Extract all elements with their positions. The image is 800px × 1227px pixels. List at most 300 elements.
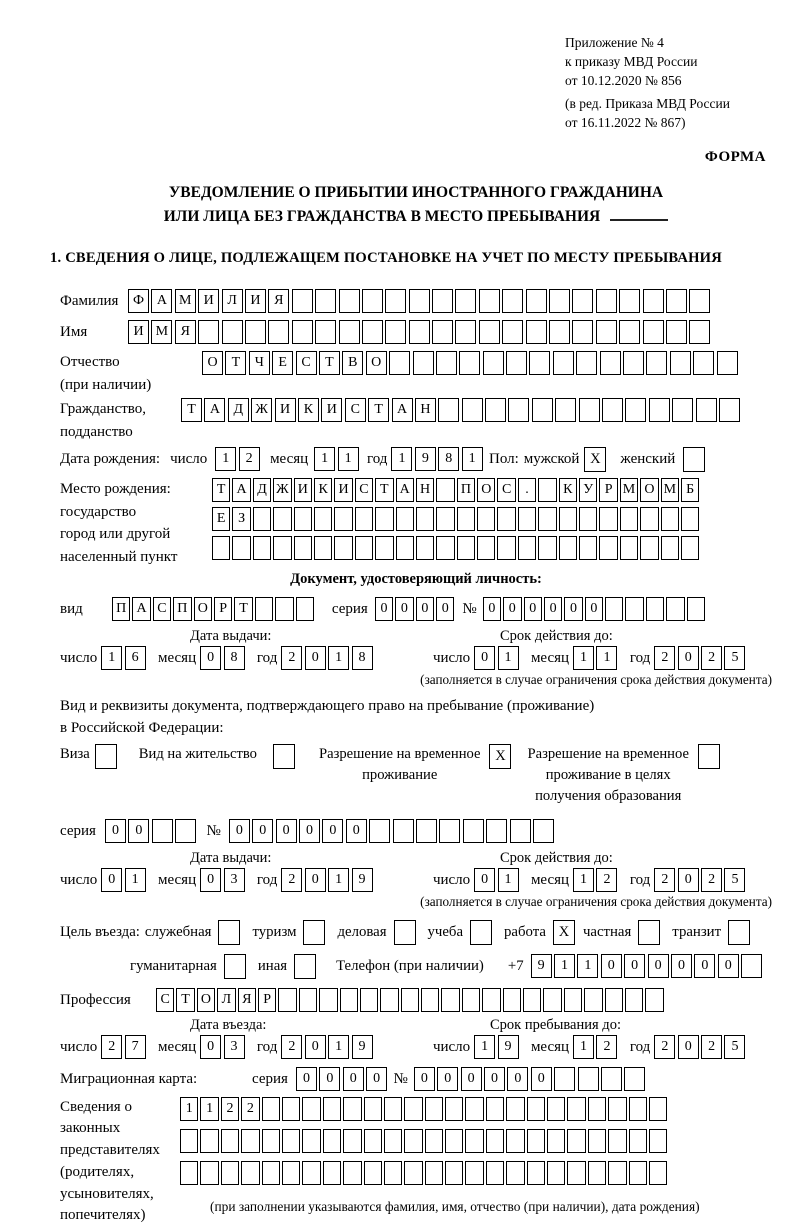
char-box[interactable] (567, 1161, 585, 1185)
char-box[interactable] (438, 398, 459, 422)
char-box[interactable] (302, 1129, 320, 1153)
char-box[interactable]: 5 (724, 1035, 745, 1059)
char-box[interactable]: К (298, 398, 319, 422)
char-box[interactable] (425, 1129, 443, 1153)
char-box[interactable]: К (559, 478, 577, 502)
char-box[interactable] (459, 351, 480, 375)
char-box[interactable] (506, 1097, 524, 1121)
char-box[interactable] (384, 1097, 402, 1121)
char-box[interactable] (567, 1097, 585, 1121)
char-box[interactable]: 2 (654, 646, 675, 670)
char-box[interactable]: П (112, 597, 130, 621)
char-box[interactable] (296, 597, 314, 621)
char-box[interactable] (649, 1161, 667, 1185)
char-box[interactable] (389, 351, 410, 375)
char-box[interactable] (302, 1161, 320, 1185)
char-box[interactable]: О (194, 597, 212, 621)
char-box[interactable]: С (345, 398, 366, 422)
char-box[interactable] (455, 289, 476, 313)
char-box[interactable]: О (477, 478, 495, 502)
char-box[interactable]: 1 (573, 1035, 594, 1059)
char-box[interactable] (362, 289, 383, 313)
char-box[interactable] (689, 320, 710, 344)
char-box[interactable] (578, 1067, 599, 1091)
char-box[interactable]: С (296, 351, 317, 375)
char-box[interactable] (432, 289, 453, 313)
char-box[interactable]: Ч (249, 351, 270, 375)
char-box[interactable]: 0 (544, 597, 562, 621)
char-box[interactable]: 1 (498, 646, 519, 670)
char-box[interactable]: 1 (328, 646, 349, 670)
char-box[interactable]: М (620, 478, 638, 502)
char-box[interactable] (572, 289, 593, 313)
char-box[interactable]: 7 (125, 1035, 146, 1059)
char-box[interactable]: Т (375, 478, 393, 502)
char-box[interactable]: Т (319, 351, 340, 375)
char-box[interactable] (623, 351, 644, 375)
purpose-official-checkbox[interactable] (218, 920, 240, 945)
char-box[interactable] (529, 351, 550, 375)
char-box[interactable]: И (321, 398, 342, 422)
char-box[interactable]: Ф (128, 289, 149, 313)
purpose-other-checkbox[interactable] (294, 954, 316, 979)
char-box[interactable]: 0 (503, 597, 521, 621)
char-box[interactable] (629, 1129, 647, 1153)
char-box[interactable]: 0 (346, 819, 367, 843)
char-box[interactable] (262, 1161, 280, 1185)
char-box[interactable] (486, 1161, 504, 1185)
char-box[interactable] (404, 1161, 422, 1185)
char-box[interactable] (339, 320, 360, 344)
char-box[interactable]: И (198, 289, 219, 313)
char-box[interactable] (526, 320, 547, 344)
char-box[interactable] (334, 536, 352, 560)
char-box[interactable] (687, 597, 705, 621)
char-box[interactable] (302, 1097, 320, 1121)
char-box[interactable]: А (151, 289, 172, 313)
char-box[interactable] (404, 1097, 422, 1121)
char-box[interactable]: А (396, 478, 414, 502)
char-box[interactable] (619, 289, 640, 313)
char-box[interactable]: 0 (585, 597, 603, 621)
sex-female-checkbox[interactable] (683, 447, 705, 472)
char-box[interactable]: 0 (343, 1067, 364, 1091)
char-box[interactable]: 1 (391, 447, 412, 471)
char-box[interactable] (282, 1161, 300, 1185)
char-box[interactable] (360, 988, 378, 1012)
char-box[interactable]: 0 (105, 819, 126, 843)
char-box[interactable] (518, 536, 536, 560)
char-box[interactable]: 0 (694, 954, 715, 978)
char-box[interactable]: 9 (498, 1035, 519, 1059)
char-box[interactable] (689, 289, 710, 313)
char-box[interactable] (666, 289, 687, 313)
visa-checkbox[interactable] (95, 744, 117, 769)
purpose-humanitarian-checkbox[interactable] (224, 954, 246, 979)
char-box[interactable]: 1 (101, 646, 122, 670)
char-box[interactable]: 0 (395, 597, 413, 621)
char-box[interactable] (567, 1129, 585, 1153)
char-box[interactable] (375, 507, 393, 531)
char-box[interactable] (294, 507, 312, 531)
char-box[interactable] (579, 507, 597, 531)
char-box[interactable] (222, 320, 243, 344)
char-box[interactable] (600, 351, 621, 375)
char-box[interactable]: Е (212, 507, 230, 531)
char-box[interactable]: К (314, 478, 332, 502)
char-box[interactable]: 9 (415, 447, 436, 471)
purpose-business-checkbox[interactable] (394, 920, 416, 945)
char-box[interactable]: 2 (701, 646, 722, 670)
char-box[interactable] (506, 1129, 524, 1153)
char-box[interactable] (620, 536, 638, 560)
char-box[interactable] (457, 536, 475, 560)
char-box[interactable]: И (334, 478, 352, 502)
char-box[interactable]: 1 (200, 1097, 218, 1121)
char-box[interactable]: 1 (180, 1097, 198, 1121)
char-box[interactable] (649, 1097, 667, 1121)
char-box[interactable]: 9 (352, 868, 373, 892)
char-box[interactable] (502, 320, 523, 344)
char-box[interactable]: 0 (416, 597, 434, 621)
char-box[interactable] (273, 507, 291, 531)
char-box[interactable] (629, 1161, 647, 1185)
char-box[interactable]: П (457, 478, 475, 502)
char-box[interactable] (343, 1161, 361, 1185)
char-box[interactable] (532, 398, 553, 422)
purpose-private-checkbox[interactable] (638, 920, 660, 945)
char-box[interactable] (292, 289, 313, 313)
char-box[interactable] (549, 289, 570, 313)
char-box[interactable] (421, 988, 439, 1012)
char-box[interactable] (547, 1161, 565, 1185)
char-box[interactable]: 0 (305, 646, 326, 670)
char-box[interactable] (502, 289, 523, 313)
char-box[interactable] (605, 597, 623, 621)
char-box[interactable]: 1 (596, 646, 617, 670)
temp-permit-checkbox[interactable]: X (489, 744, 511, 769)
char-box[interactable]: 2 (701, 1035, 722, 1059)
char-box[interactable]: 0 (200, 1035, 221, 1059)
char-box[interactable] (416, 536, 434, 560)
char-box[interactable]: В (342, 351, 363, 375)
char-box[interactable] (526, 289, 547, 313)
char-box[interactable]: 1 (125, 868, 146, 892)
char-box[interactable] (649, 398, 670, 422)
char-box[interactable]: 2 (654, 1035, 675, 1059)
char-box[interactable]: 1 (314, 447, 335, 471)
char-box[interactable] (445, 1129, 463, 1153)
char-box[interactable] (364, 1161, 382, 1185)
char-box[interactable] (396, 507, 414, 531)
char-box[interactable] (323, 1097, 341, 1121)
char-box[interactable]: 2 (596, 1035, 617, 1059)
char-box[interactable] (624, 1067, 645, 1091)
char-box[interactable]: Т (368, 398, 389, 422)
char-box[interactable] (416, 507, 434, 531)
char-box[interactable] (323, 1129, 341, 1153)
char-box[interactable]: 1 (474, 1035, 495, 1059)
char-box[interactable] (649, 1129, 667, 1153)
char-box[interactable] (681, 507, 699, 531)
char-box[interactable]: 2 (101, 1035, 122, 1059)
char-box[interactable] (462, 988, 480, 1012)
char-box[interactable] (486, 819, 507, 843)
char-box[interactable] (436, 536, 454, 560)
char-box[interactable] (436, 351, 457, 375)
char-box[interactable] (527, 1129, 545, 1153)
char-box[interactable] (384, 1161, 402, 1185)
char-box[interactable]: 0 (601, 954, 622, 978)
char-box[interactable] (323, 1161, 341, 1185)
char-box[interactable]: 0 (474, 868, 495, 892)
char-box[interactable] (625, 988, 643, 1012)
char-box[interactable]: О (202, 351, 223, 375)
char-box[interactable]: С (153, 597, 171, 621)
char-box[interactable] (221, 1161, 239, 1185)
char-box[interactable]: 0 (671, 954, 692, 978)
char-box[interactable] (681, 536, 699, 560)
char-box[interactable] (599, 507, 617, 531)
char-box[interactable] (409, 289, 430, 313)
char-box[interactable] (275, 597, 293, 621)
char-box[interactable]: Т (212, 478, 230, 502)
char-box[interactable] (273, 536, 291, 560)
char-box[interactable] (375, 536, 393, 560)
char-box[interactable] (315, 289, 336, 313)
char-box[interactable]: 1 (577, 954, 598, 978)
char-box[interactable] (401, 988, 419, 1012)
char-box[interactable] (455, 320, 476, 344)
char-box[interactable]: 2 (654, 868, 675, 892)
char-box[interactable] (409, 320, 430, 344)
char-box[interactable]: 5 (724, 646, 745, 670)
char-box[interactable] (436, 478, 454, 502)
char-box[interactable]: . (518, 478, 536, 502)
char-box[interactable] (315, 320, 336, 344)
char-box[interactable] (588, 1129, 606, 1153)
char-box[interactable]: 8 (224, 646, 245, 670)
char-box[interactable]: Т (181, 398, 202, 422)
char-box[interactable]: И (128, 320, 149, 344)
char-box[interactable] (486, 1097, 504, 1121)
char-box[interactable] (596, 289, 617, 313)
char-box[interactable] (547, 1129, 565, 1153)
char-box[interactable] (282, 1097, 300, 1121)
char-box[interactable]: 1 (328, 868, 349, 892)
char-box[interactable]: 1 (462, 447, 483, 471)
char-box[interactable] (262, 1097, 280, 1121)
char-box[interactable] (200, 1129, 218, 1153)
char-box[interactable]: 0 (296, 1067, 317, 1091)
char-box[interactable]: М (661, 478, 679, 502)
char-box[interactable]: 0 (624, 954, 645, 978)
char-box[interactable]: 0 (322, 819, 343, 843)
char-box[interactable]: Р (599, 478, 617, 502)
char-box[interactable] (741, 954, 762, 978)
char-box[interactable]: О (640, 478, 658, 502)
char-box[interactable] (559, 507, 577, 531)
char-box[interactable] (425, 1097, 443, 1121)
char-box[interactable] (241, 1161, 259, 1185)
char-box[interactable] (292, 320, 313, 344)
char-box[interactable] (538, 478, 556, 502)
char-box[interactable] (465, 1161, 483, 1185)
char-box[interactable] (198, 320, 219, 344)
char-box[interactable] (465, 1129, 483, 1153)
char-box[interactable] (364, 1097, 382, 1121)
char-box[interactable] (661, 536, 679, 560)
char-box[interactable]: 0 (531, 1067, 552, 1091)
char-box[interactable] (646, 597, 664, 621)
char-box[interactable] (362, 320, 383, 344)
char-box[interactable]: 0 (678, 646, 699, 670)
char-box[interactable] (479, 289, 500, 313)
char-box[interactable] (559, 536, 577, 560)
char-box[interactable] (232, 536, 250, 560)
char-box[interactable] (696, 398, 717, 422)
char-box[interactable] (538, 536, 556, 560)
char-box[interactable]: 1 (338, 447, 359, 471)
char-box[interactable] (619, 320, 640, 344)
char-box[interactable] (486, 1129, 504, 1153)
char-box[interactable] (262, 1129, 280, 1153)
char-box[interactable]: 2 (281, 868, 302, 892)
char-box[interactable] (245, 320, 266, 344)
char-box[interactable] (241, 1129, 259, 1153)
char-box[interactable] (554, 1067, 575, 1091)
char-box[interactable]: 0 (678, 868, 699, 892)
char-box[interactable]: А (132, 597, 150, 621)
char-box[interactable] (268, 320, 289, 344)
char-box[interactable] (643, 289, 664, 313)
char-box[interactable] (299, 988, 317, 1012)
char-box[interactable] (180, 1161, 198, 1185)
char-box[interactable] (445, 1161, 463, 1185)
char-box[interactable] (439, 819, 460, 843)
sex-male-checkbox[interactable]: X (584, 447, 606, 472)
char-box[interactable]: Я (268, 289, 289, 313)
char-box[interactable]: 0 (507, 1067, 528, 1091)
char-box[interactable]: 2 (281, 646, 302, 670)
char-box[interactable]: 1 (328, 1035, 349, 1059)
char-box[interactable]: Я (175, 320, 196, 344)
char-box[interactable] (200, 1161, 218, 1185)
char-box[interactable]: О (197, 988, 215, 1012)
char-box[interactable] (503, 988, 521, 1012)
char-box[interactable] (425, 1161, 443, 1185)
char-box[interactable] (393, 819, 414, 843)
char-box[interactable] (152, 819, 173, 843)
char-box[interactable] (670, 351, 691, 375)
char-box[interactable]: 0 (375, 597, 393, 621)
char-box[interactable] (384, 1129, 402, 1153)
char-box[interactable]: 3 (224, 1035, 245, 1059)
char-box[interactable]: Н (416, 478, 434, 502)
char-box[interactable]: 2 (221, 1097, 239, 1121)
char-box[interactable]: И (294, 478, 312, 502)
char-box[interactable] (497, 507, 515, 531)
purpose-study-checkbox[interactable] (470, 920, 492, 945)
char-box[interactable] (576, 351, 597, 375)
char-box[interactable]: М (175, 289, 196, 313)
char-box[interactable] (340, 988, 358, 1012)
char-box[interactable] (404, 1129, 422, 1153)
char-box[interactable] (527, 1161, 545, 1185)
char-box[interactable]: С (497, 478, 515, 502)
char-box[interactable] (432, 320, 453, 344)
residence-permit-checkbox[interactable] (273, 744, 295, 769)
char-box[interactable] (719, 398, 740, 422)
char-box[interactable]: 0 (484, 1067, 505, 1091)
char-box[interactable] (553, 351, 574, 375)
char-box[interactable] (483, 351, 504, 375)
char-box[interactable]: 0 (305, 1035, 326, 1059)
char-box[interactable] (343, 1097, 361, 1121)
char-box[interactable] (334, 507, 352, 531)
char-box[interactable]: 0 (718, 954, 739, 978)
char-box[interactable]: 0 (474, 646, 495, 670)
char-box[interactable] (355, 536, 373, 560)
char-box[interactable]: 0 (299, 819, 320, 843)
char-box[interactable] (608, 1097, 626, 1121)
char-box[interactable] (510, 819, 531, 843)
purpose-transit-checkbox[interactable] (728, 920, 750, 945)
char-box[interactable]: А (232, 478, 250, 502)
char-box[interactable]: 1 (215, 447, 236, 471)
char-box[interactable] (441, 988, 459, 1012)
char-box[interactable] (579, 536, 597, 560)
char-box[interactable] (588, 1097, 606, 1121)
char-box[interactable] (564, 988, 582, 1012)
char-box[interactable] (355, 507, 373, 531)
char-box[interactable] (445, 1097, 463, 1121)
char-box[interactable]: 2 (239, 447, 260, 471)
char-box[interactable] (212, 536, 230, 560)
char-box[interactable]: А (204, 398, 225, 422)
temp-permit-edu-checkbox[interactable] (698, 744, 720, 769)
char-box[interactable]: С (355, 478, 373, 502)
char-box[interactable]: 2 (241, 1097, 259, 1121)
char-box[interactable] (605, 988, 623, 1012)
char-box[interactable]: 1 (498, 868, 519, 892)
char-box[interactable]: 0 (437, 1067, 458, 1091)
char-box[interactable] (508, 398, 529, 422)
char-box[interactable]: 0 (436, 597, 454, 621)
char-box[interactable]: 0 (200, 868, 221, 892)
char-box[interactable] (602, 398, 623, 422)
char-box[interactable] (549, 320, 570, 344)
char-box[interactable] (523, 988, 541, 1012)
char-box[interactable] (314, 536, 332, 560)
char-box[interactable] (369, 819, 390, 843)
char-box[interactable]: Л (217, 988, 235, 1012)
char-box[interactable] (479, 320, 500, 344)
char-box[interactable] (572, 320, 593, 344)
char-box[interactable]: С (156, 988, 174, 1012)
char-box[interactable]: 3 (224, 868, 245, 892)
char-box[interactable] (175, 819, 196, 843)
char-box[interactable] (599, 536, 617, 560)
char-box[interactable]: 0 (305, 868, 326, 892)
char-box[interactable] (661, 507, 679, 531)
char-box[interactable]: Т (234, 597, 252, 621)
char-box[interactable]: 1 (573, 868, 594, 892)
char-box[interactable] (643, 320, 664, 344)
purpose-tourism-checkbox[interactable] (303, 920, 325, 945)
char-box[interactable] (282, 1129, 300, 1153)
char-box[interactable]: Н (415, 398, 436, 422)
